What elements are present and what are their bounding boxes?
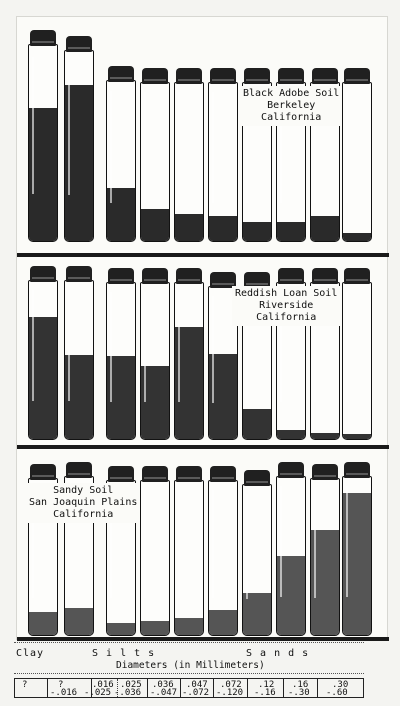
vial-cap-1-9 (312, 68, 338, 84)
soil-sediment (311, 433, 339, 439)
panel-1-label-line-2: Berkeley (267, 100, 316, 111)
panel-1-label (240, 86, 342, 126)
vial-3-9 (310, 478, 340, 636)
vial-cap-3-5 (176, 466, 202, 482)
vial-cap-2-4 (142, 268, 168, 284)
vial-1-4 (140, 82, 170, 242)
panel-2-label-line-2: Riverside (259, 300, 314, 311)
vial-cap-2-9 (312, 268, 338, 284)
grid-col-divider (317, 679, 318, 697)
vial-cap-3-4 (142, 466, 168, 482)
vial-cap-3-9 (312, 464, 338, 480)
clay-header: Clay (16, 648, 45, 659)
vial-cap-3-1 (30, 464, 56, 480)
glass-glint (144, 292, 146, 401)
soil-sediment (141, 209, 169, 241)
soil-sediment (243, 222, 271, 241)
vial-3-8 (276, 476, 306, 636)
panel-2-label-line-3: California (256, 312, 317, 323)
lower-cell-10: -.60 (326, 688, 348, 698)
vial-2-5 (174, 282, 204, 440)
soil-sediment (141, 621, 169, 635)
glass-glint (346, 292, 348, 401)
lower-cell-2: -.016 (50, 688, 78, 698)
glass-glint (32, 290, 34, 401)
vial-2-1 (28, 280, 58, 440)
soil-sediment (175, 618, 203, 635)
vial-cap-3-3 (108, 466, 134, 482)
glass-glint (346, 92, 348, 203)
upper-cell-9: .16 (292, 680, 309, 690)
vial-1-10 (342, 82, 372, 242)
lower-cell-9: -.30 (288, 688, 310, 698)
upper-cell-3: .016 (92, 680, 114, 690)
upper-cell-5: .036 (152, 680, 174, 690)
shelf-2 (17, 445, 389, 449)
vial-cap-1-10 (344, 68, 370, 84)
upper-cell-2: ? (58, 680, 64, 690)
vial-3-10 (342, 476, 372, 636)
vial-cap-3-10 (344, 462, 370, 478)
vial-cap-1-3 (108, 66, 134, 82)
vial-cap-2-3 (108, 268, 134, 284)
glass-glint (280, 486, 282, 597)
soil-sediment (311, 216, 339, 241)
silts-header: S i l t s (92, 648, 156, 659)
panel-3-label-line-2: San Joaquin Plains (29, 497, 138, 508)
vial-cap-3-2 (66, 462, 92, 478)
upper-cell-6: .047 (186, 680, 208, 690)
soil-sediment (209, 610, 237, 635)
key-top-rule (14, 642, 364, 643)
glass-glint (68, 62, 70, 195)
soil-sediment (175, 214, 203, 241)
soil-sediment (65, 608, 93, 635)
glass-glint (178, 490, 180, 598)
shelf-3 (17, 637, 389, 641)
panel-3-label-line-3: California (53, 509, 114, 520)
panel-1-label-line-1: Black Adobe Soil (243, 88, 340, 99)
vial-1-5 (174, 82, 204, 242)
vial-cap-1-5 (176, 68, 202, 84)
glass-glint (346, 486, 348, 597)
soil-sediment (209, 216, 237, 241)
vial-1-1 (28, 44, 58, 242)
vial-cap-3-7 (244, 470, 270, 486)
lower-cell-6: -.072 (182, 688, 210, 698)
vial-cap-3-6 (210, 466, 236, 482)
vial-3-7 (242, 484, 272, 636)
soil-sediment (277, 222, 305, 241)
vial-cap-3-8 (278, 462, 304, 478)
glass-glint (178, 292, 180, 401)
glass-glint (314, 488, 316, 597)
glass-glint (144, 92, 146, 203)
lower-cell-3: -.025 (84, 688, 112, 698)
vial-cap-1-6 (210, 68, 236, 84)
vial-cap-1-1 (30, 30, 56, 46)
soil-sediment (243, 409, 271, 439)
panel-1-label-line-3: California (261, 112, 322, 123)
vial-cap-2-5 (176, 268, 202, 284)
panel-2-label-line-1: Reddish Loan Soil (235, 288, 338, 299)
grid-col-divider (247, 679, 248, 697)
soil-sediment (107, 623, 135, 635)
vial-cap-1-4 (142, 68, 168, 84)
vial-2-10 (342, 282, 372, 440)
vial-cap-1-8 (278, 68, 304, 84)
grid-col-divider (283, 679, 284, 697)
vial-1-2 (64, 50, 94, 242)
glass-glint (246, 494, 248, 599)
shelf-1 (17, 253, 389, 257)
glass-glint (178, 92, 180, 203)
glass-glint (110, 292, 112, 401)
lower-cell-7: -.120 (216, 688, 244, 698)
vial-2-2 (64, 280, 94, 440)
vial-1-6 (208, 82, 238, 242)
vial-3-5 (174, 480, 204, 636)
grid-col-divider (213, 679, 214, 697)
soil-sediment (277, 430, 305, 439)
grid-col-divider (47, 679, 48, 697)
glass-glint (68, 290, 70, 401)
lower-cell-8: -.16 (254, 688, 276, 698)
vial-2-4 (140, 282, 170, 440)
vial-cap-1-2 (66, 36, 92, 52)
vial-3-6 (208, 480, 238, 636)
vial-cap-2-1 (30, 266, 56, 282)
vial-cap-2-2 (66, 266, 92, 282)
soil-sediment (243, 593, 271, 635)
upper-cell-7: .072 (220, 680, 242, 690)
panel-3-label (26, 483, 140, 523)
panel-2-label (232, 286, 340, 326)
lower-cell-5: -.047 (150, 688, 178, 698)
diameters-caption: Diameters (in Millimeters) (116, 660, 265, 671)
vial-cap-1-7 (244, 68, 270, 84)
upper-cell-8: .12 (258, 680, 275, 690)
vial-cap-2-10 (344, 268, 370, 284)
panel-3-label-line-1: Sandy Soil (53, 485, 114, 496)
grid-col-divider (147, 679, 148, 697)
key-mid-rule (14, 673, 364, 674)
upper-cell-4: .025 (120, 680, 142, 690)
upper-cell-1: ? (22, 680, 28, 690)
vial-2-3 (106, 282, 136, 440)
grid-col-divider (180, 679, 181, 697)
glass-glint (212, 296, 214, 402)
glass-glint (212, 490, 214, 598)
glass-glint (212, 92, 214, 203)
vial-3-4 (140, 480, 170, 636)
sands-header: S a n d s (246, 648, 310, 659)
upper-cell-10: .30 (332, 680, 349, 690)
soil-sediment (343, 233, 371, 241)
vial-1-3 (106, 80, 136, 242)
soil-sediment (29, 612, 57, 635)
soil-sediment (343, 434, 371, 439)
glass-glint (144, 490, 146, 598)
glass-glint (110, 91, 112, 203)
vial-cap-2-8 (278, 268, 304, 284)
glass-glint (32, 57, 34, 194)
lower-cell-4: -.036 (114, 688, 142, 698)
